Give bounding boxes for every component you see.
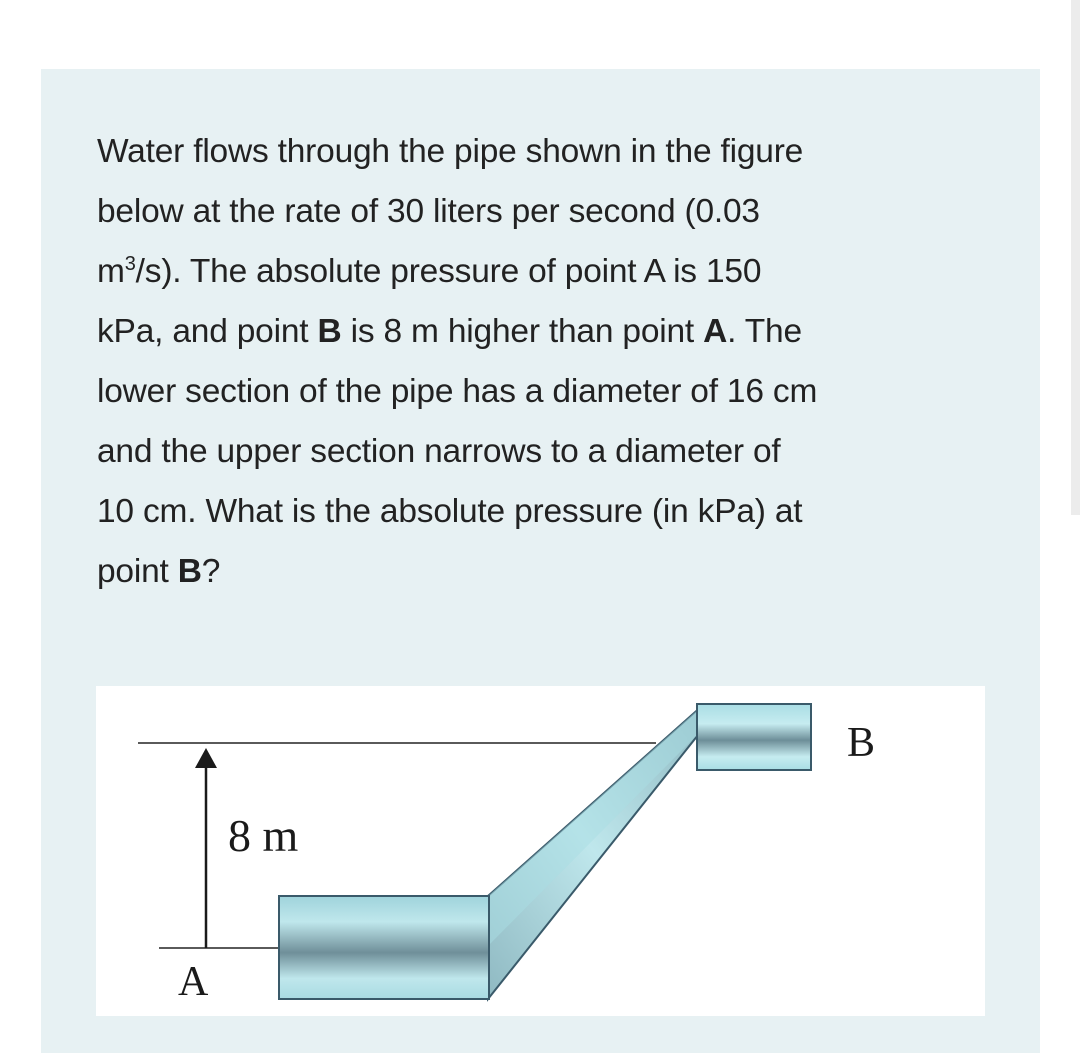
question-line [97,362,997,422]
question-line [97,302,997,362]
pipe-diagram [96,686,985,1016]
question-line-text: /s). The absolute pressure of point A is 150 [135,253,762,290]
question-line [97,482,997,542]
question-line-text: is 8 m higher than point [341,313,704,350]
question-line-text: 10 cm. What is the absolute pressure (in kPa) at [97,493,803,530]
point-b-bold: B [317,313,342,350]
question-line [97,122,997,182]
point-a-bold: A [703,313,728,350]
question-line-text: ? [201,553,221,590]
question-line-text: and the upper section narrows to a diameter of [97,433,781,470]
height-label: 8 m [228,810,299,861]
question-line [97,542,997,602]
superscript: 3 [124,252,136,275]
question-line [97,422,997,482]
question-line [97,242,997,302]
scrollbar-edge [1071,0,1080,515]
question-line-text: below at the rate of 30 liters per second (0.03 [97,193,760,230]
upper-pipe [697,704,811,770]
point-b-label: B [847,720,876,766]
pipe-figure [96,686,985,1016]
question-line-text: . The [727,313,802,350]
question-line [97,182,997,242]
question-line-text: lower section of the pipe has a diameter of 16 cm [97,373,818,410]
point-b-bold: B [177,553,202,590]
question-line-text: Water flows through the pipe shown in the figure [97,133,804,170]
question-line-text: m [97,253,125,290]
question-line-text: kPa, and point [97,313,318,350]
lower-pipe [279,896,489,999]
question-line-text: point [97,553,178,590]
question-text [97,122,997,602]
arrow-up-icon [195,748,217,768]
point-a-label: A [178,959,209,1005]
